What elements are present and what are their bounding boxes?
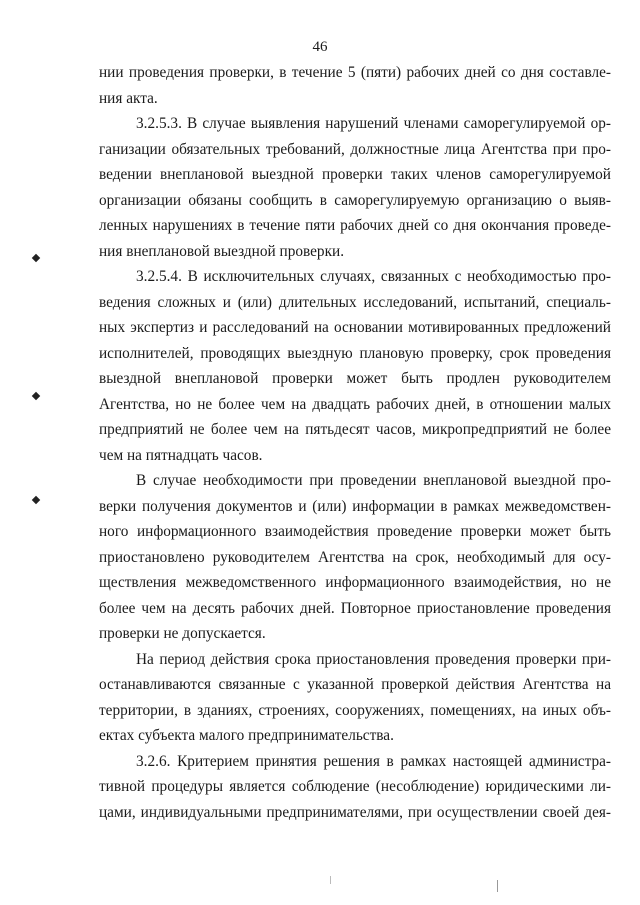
text-line: ного информационного взаимодействия проведение проверки может быть xyxy=(99,523,611,540)
text-line: На период действия срока приостановления проведения проверки при- xyxy=(136,650,611,668)
text-line: ектах субъекта малого предпринимательства. xyxy=(99,727,394,744)
text-line: ния внеплановой выездной проверки. xyxy=(99,242,345,260)
text-line: ществления межведомственного информационного взаимодействия, но не xyxy=(99,574,611,591)
text-line: цами, индивидуальными предпринимателями, при осуществлении своей дея- xyxy=(99,803,611,821)
text-line: выездной внеплановой проверки может быть продлен руководителем xyxy=(99,370,611,387)
text-line: тивной процедуры является соблюдение (несоблюдение) юридическими ли- xyxy=(99,778,611,795)
text-line: приостановлено руководителем Агентства на срок, необходимый для осу- xyxy=(99,548,611,566)
scan-speck xyxy=(330,876,331,884)
scan-speck xyxy=(497,880,498,892)
text-line: ных экспертиз и расследований на основании мотивированных предложений xyxy=(99,319,611,336)
text-line: более чем на десять рабочих дней. Повторное приостановление проведения xyxy=(99,599,611,617)
text-line: останавливаются связанные с указанной проверкой действия Агентства на xyxy=(99,676,611,693)
text-line: ганизации обязательных требований, должностные лица Агентства при про- xyxy=(99,140,611,158)
text-line: 3.2.5.3. В случае выявления нарушений членами саморегулируемой ор- xyxy=(136,115,611,132)
text-line: нии проведения проверки, в течение 5 (пяти) рабочих дней со дня составле- xyxy=(99,64,611,81)
text-line: ния акта. xyxy=(99,89,158,107)
text-line: ведении внеплановой выездной проверки таких членов саморегулируемой xyxy=(99,166,611,183)
text-line: В случае необходимости при проведении внеплановой выездной про- xyxy=(136,472,611,489)
text-line: проверки не допускается. xyxy=(99,625,266,642)
text-line: ленных нарушениях в течение пяти рабочих дней со дня окончания проведе- xyxy=(99,217,611,234)
page-number: 46 xyxy=(312,39,328,55)
text-line: территории, в зданиях, строениях, сооружениях, помещениях, на иных объ- xyxy=(99,701,611,719)
text-line: исполнителей, проводящих выездную плановую проверку, срок проведения xyxy=(99,344,611,362)
text-line: верки получения документов и (или) информации в рамках межведомствен- xyxy=(99,497,611,515)
body-text xyxy=(99,60,611,825)
text-line: организации обязаны сообщить в саморегулируемую организацию о выяв- xyxy=(99,191,611,209)
text-line: ведения сложных и (или) длительных исследований, испытаний, специаль- xyxy=(99,293,611,311)
text-line: Агентства, но не более чем на двадцать рабочих дней, в отношении малых xyxy=(99,395,611,413)
text-line: 3.2.5.4. В исключительных случаях, связанных с необходимостью про- xyxy=(136,268,611,285)
text-line: 3.2.6. Критерием принятия решения в рамках настоящей администра- xyxy=(136,752,611,770)
text-line: предприятий не более чем на пятьдесят часов, микропредприятий не более xyxy=(99,421,611,438)
text-line: чем на пятнадцать часов. xyxy=(99,446,263,464)
